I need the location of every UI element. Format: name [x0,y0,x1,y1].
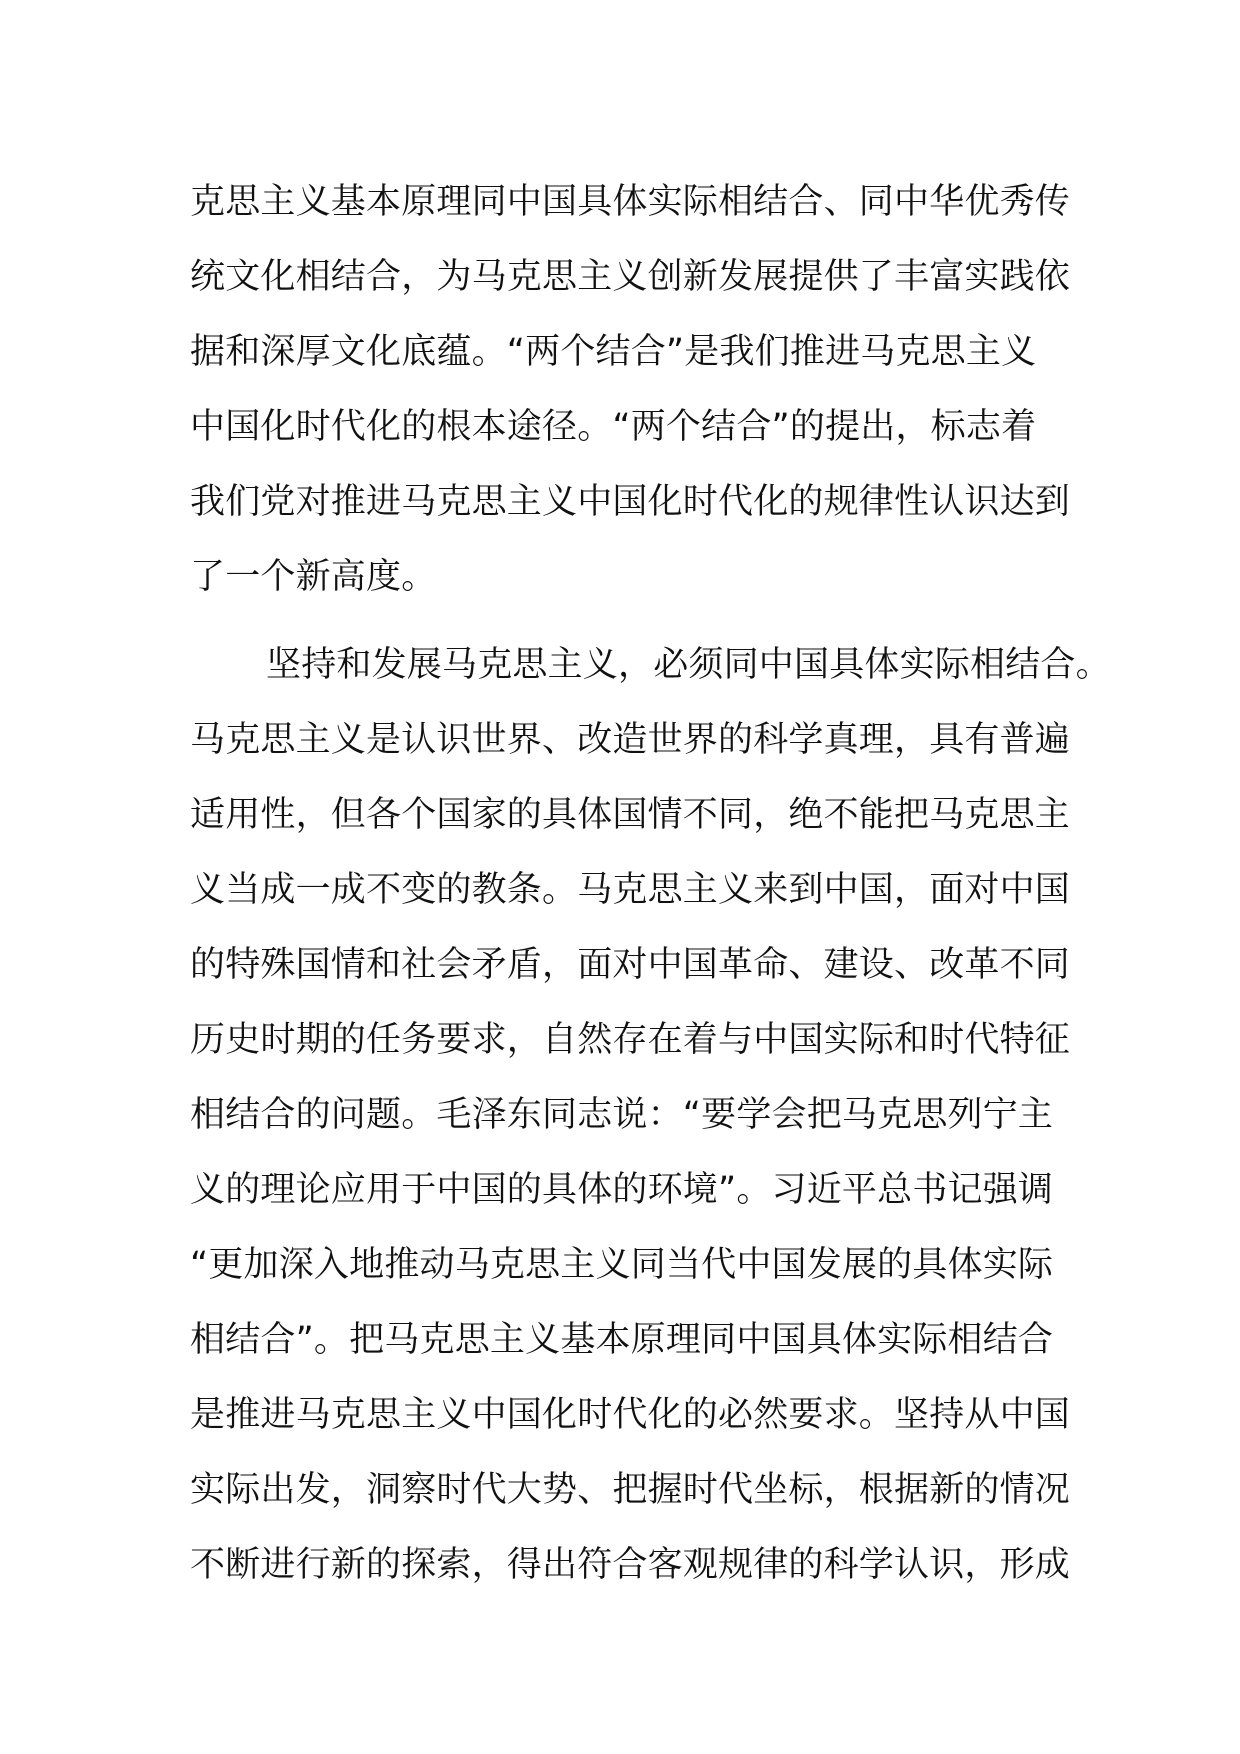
text-line: 历史时期的任务要求，自然存在着与中国实际和时代特征 [190,1020,1071,1060]
text-line: 的特殊国情和社会矛盾，面对中国革命、建设、改革不同 [190,945,1071,985]
text-line: 马克思主义是认识世界、改造世界的科学真理，具有普遍 [190,720,1071,760]
text-line: 中国化时代化的根本途径。“两个结合”的提出，标志着 [190,407,1037,447]
text-line: 义的理论应用于中国的具体的环境”。习近平总书记强调 [190,1170,1054,1210]
text-line: 不断进行新的探索，得出符合客观规律的科学认识，形成 [190,1545,1071,1585]
text-line: 我们党对推进马克思主义中国化时代化的规律性认识达到 [190,482,1071,522]
text-line: 统文化相结合，为马克思主义创新发展提供了丰富实践依 [190,257,1071,297]
text-line: 相结合”。把马克思主义基本原理同中国具体实际相结合 [190,1320,1054,1360]
text-line: 是推进马克思主义中国化时代化的必然要求。坚持从中国 [190,1395,1071,1435]
text-line: 实际出发，洞察时代大势、把握时代坐标，根据新的情况 [190,1470,1071,1510]
text-line: “更加深入地推动马克思主义同当代中国发展的具体实际 [190,1245,1054,1285]
text-line: 相结合的问题。毛泽东同志说：“要学会把马克思列宁主 [190,1095,1054,1135]
text-line: 了一个新高度。 [190,557,437,597]
text-line: 克思主义基本原理同中国具体实际相结合、同中华优秀传 [190,182,1071,222]
document-body [190,165,1111,1603]
paragraph-first-line: 坚持和发展马克思主义，必须同中国具体实际相结合。 [266,645,1111,685]
text-line: 适用性，但各个国家的具体国情不同，绝不能把马克思主 [190,795,1071,835]
text-line: 据和深厚文化底蕴。“两个结合”是我们推进马克思主义 [190,332,1037,372]
text-line: 义当成一成不变的教条。马克思主义来到中国，面对中国 [190,870,1071,910]
paragraph-gap [190,615,1090,628]
